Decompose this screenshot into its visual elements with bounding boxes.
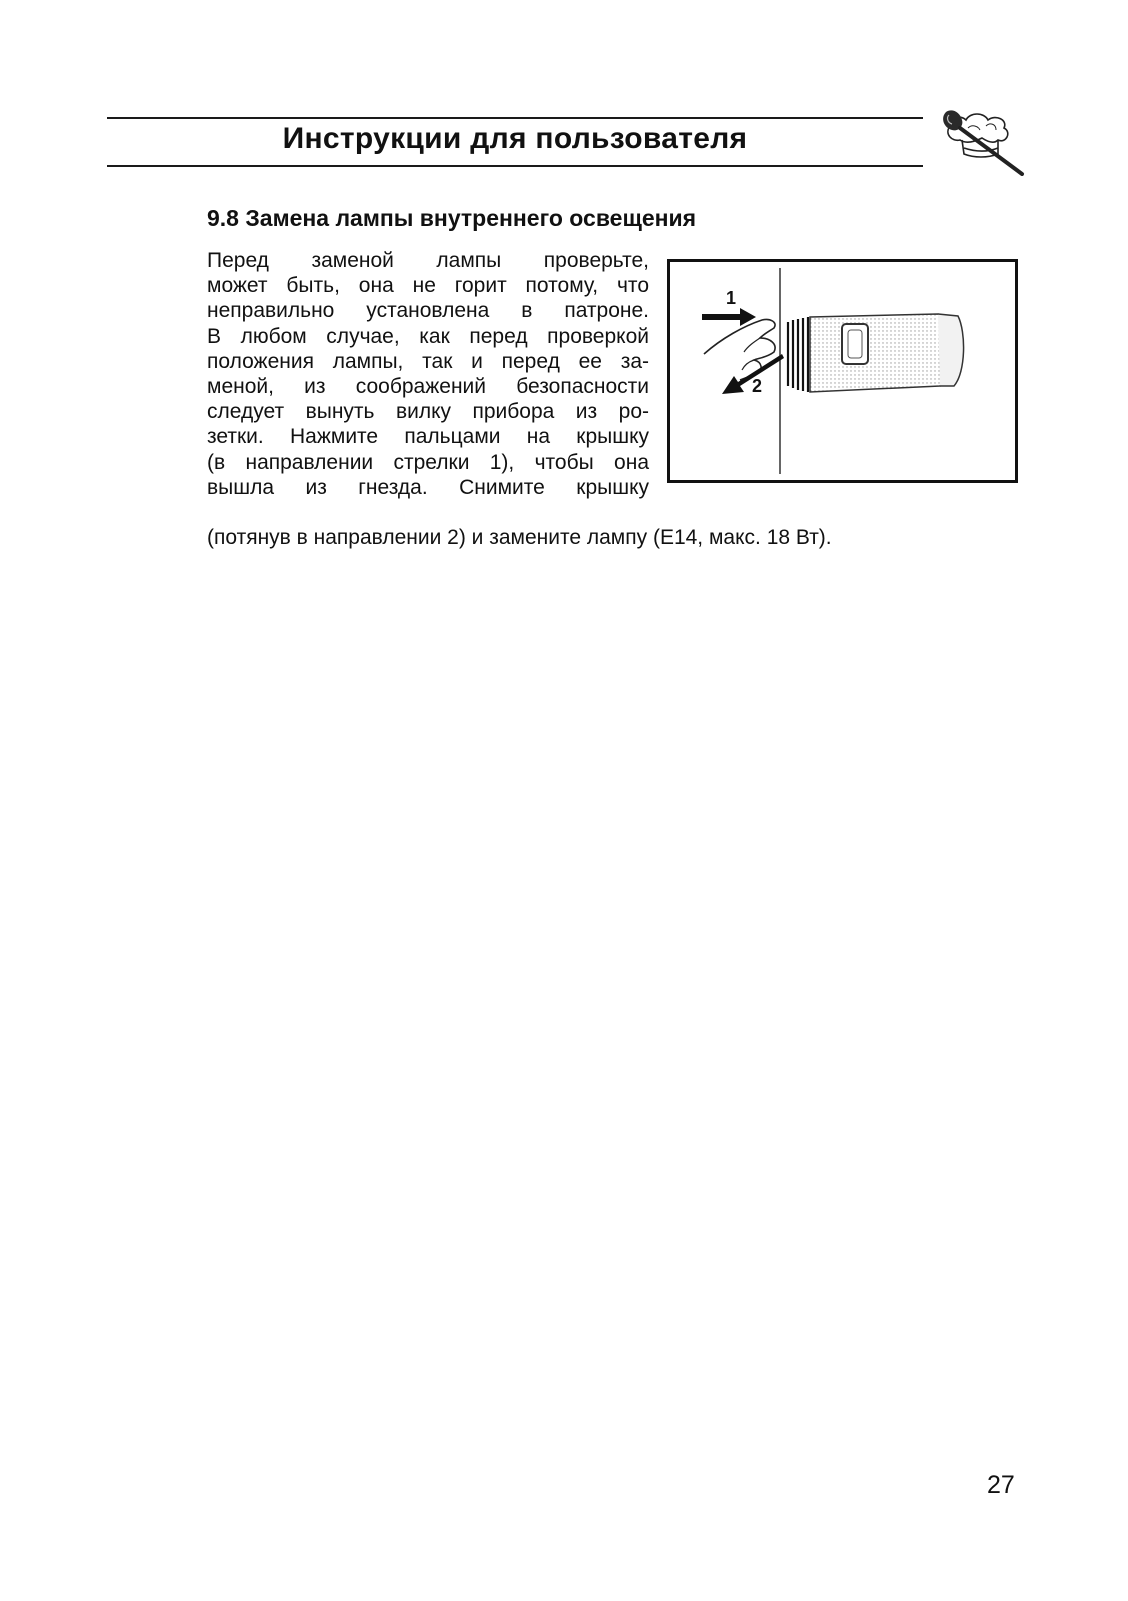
paragraph-line: следует вынуть вилку прибора из ро- [207,400,649,424]
paragraph-line: зетки. Нажмите пальцами на крышку [207,425,649,449]
instruction-paragraph [207,248,649,500]
lamp-illustration [670,262,1015,480]
arrow-label-2: 2 [752,376,763,396]
chef-hat-spoon-icon [938,104,1030,176]
lamp-replacement-figure [667,259,1018,483]
paragraph-line: положения лампы, так и перед ее за- [207,349,649,373]
paragraph-line: (в направлении стрелки 1), чтобы она [207,450,649,474]
arrow-label-1: 1 [726,288,737,308]
paragraph-last-line: (потянув в направлении 2) и замените лампу (E14, макс. 18 Вт). [207,526,832,549]
paragraph-line: вышла из гнезда. Снимите крышку [207,475,649,499]
paragraph-line: Перед заменой лампы проверьте, [207,249,649,272]
page-number: 27 [987,1471,1015,1499]
paragraph-line: В любом случае, как перед проверкой [207,324,649,348]
section-heading: 9.8 Замена лампы внутреннего освещения [207,205,697,231]
paragraph-line: неправильно установлена в патроне. [207,299,649,323]
paragraph-line: меной, из соображений безопасности [207,375,649,399]
page-title: Инструкции для пользователя [282,122,748,155]
header-rule-bottom [107,165,923,167]
header-rule-top [107,117,923,119]
paragraph-line: может быть, она не горит потому, что [207,274,649,298]
